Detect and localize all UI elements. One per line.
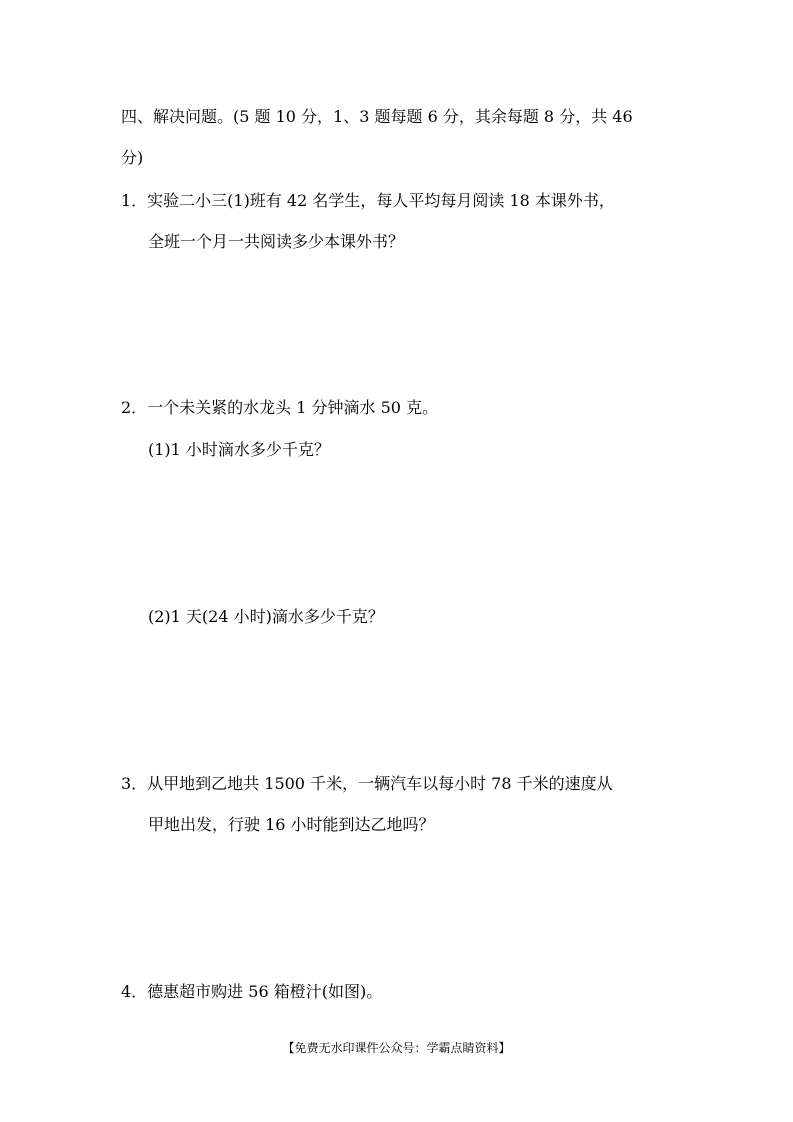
- question-2-sub2: (2)1 天(24 小时)滴水多少千克？: [148, 607, 384, 626]
- question-4-line1: 4．德惠超市购进 56 箱橙汁(如图)。: [121, 982, 383, 1001]
- question-1-line1: 1．实验二小三(1)班有 42 名学生，每人平均每月阅读 18 本课外书，: [121, 191, 615, 210]
- section-heading-line1: 四、解决问题。(5 题 10 分，1、3 题每题 6 分，其余每题 8 分，共 46: [121, 107, 633, 126]
- question-3-line2: 甲地出发，行驶 16 小时能到达乙地吗？: [148, 815, 435, 834]
- footer-note: 【免费无水印课件公众号：学霸点睛资料】: [282, 1041, 511, 1055]
- section-heading-line2: 分): [121, 148, 144, 167]
- question-2-sub1: (1)1 小时滴水多少千克？: [148, 440, 330, 459]
- question-2-line1: 2．一个未关紧的水龙头 1 分钟滴水 50 克。: [121, 398, 439, 417]
- question-3-line1: 3．从甲地到乙地共 1500 千米，一辆汽车以每小时 78 千米的速度从: [121, 774, 613, 793]
- question-1-line2: 全班一个月一共阅读多少本课外书？: [148, 232, 405, 251]
